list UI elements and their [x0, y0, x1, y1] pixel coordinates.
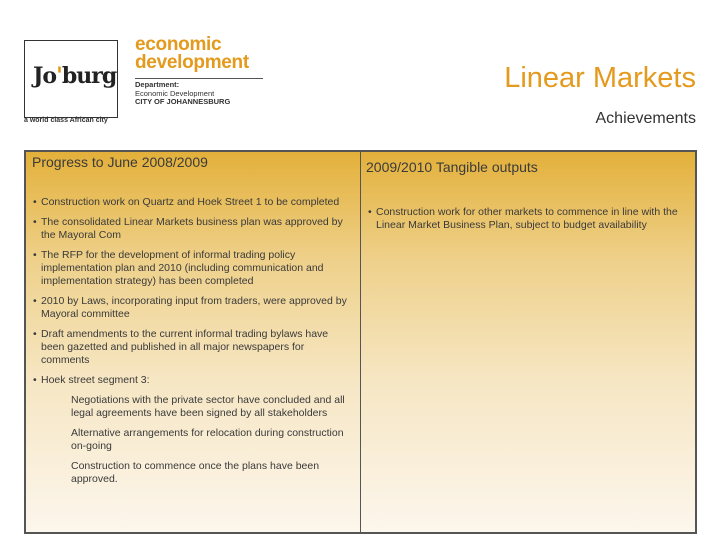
department-city: CITY OF JOHANNESBURG: [135, 97, 231, 106]
bullet-icon: •: [368, 206, 372, 218]
bullet-icon: •: [33, 196, 37, 208]
bullet-icon: •: [33, 328, 37, 340]
department-name: Economic Development: [135, 88, 215, 98]
department-label-block: [135, 81, 230, 107]
joburg-logo-text: Jo'burg: [33, 63, 117, 89]
logo-tagline: a world class African city: [24, 117, 108, 124]
page-title: Linear Markets: [504, 62, 696, 94]
progress-panel: [24, 150, 362, 534]
bullet-icon: •: [33, 295, 37, 307]
sub-list-item: Negotiations with the private sector have concluded and all legal agreements have been signed by all stakeholders: [71, 394, 345, 419]
sub-list-item: Alternative arrangements for relocation during construction on-going: [71, 427, 344, 452]
list-item: • Construction work for other markets to commence in line with the Linear Market Business Plan, subject to budget availability: [368, 206, 678, 231]
bullet-icon: •: [33, 249, 37, 261]
bullet-icon: •: [33, 216, 37, 228]
economic-development-logo: [135, 36, 249, 72]
list-item: • Construction work on Quartz and Hoek Street 1 to be completed: [33, 196, 340, 208]
outputs-list: [368, 206, 685, 239]
outputs-panel: [360, 150, 697, 534]
bullet-icon: •: [33, 374, 37, 386]
list-item: • Hoek street segment 3: Negotiations with the private sector have concluded and all legal agreements have been signed by all stakeholders Alternative arrangements for relocation during construction on-going Construction to commence once the plans have been approved.: [33, 374, 350, 486]
econ-line-2: development: [135, 52, 249, 73]
progress-list: [33, 196, 350, 493]
department-label: Department:: [135, 80, 180, 89]
sub-list-item: Construction to commence once the plans have been approved.: [71, 460, 320, 485]
list-item: • The RFP for the development of informal trading policy implementation plan and 2010 (including communication and implementation strategy) has been completed: [33, 249, 324, 287]
progress-panel-heading: Progress to June 2008/2009: [32, 154, 208, 170]
econ-line-1: economic: [135, 34, 222, 55]
list-item: • The consolidated Linear Markets business plan was approved by the Mayoral Com: [33, 216, 343, 241]
list-item: • 2010 by Laws, incorporating input from traders, were approved by Mayoral committee: [33, 295, 347, 320]
logo-divider: [135, 78, 263, 79]
list-item: • Draft amendments to the current informal trading bylaws have been gazetted and published in all major newspapers for comments: [33, 328, 329, 366]
page-subtitle: Achievements: [595, 110, 696, 127]
outputs-panel-heading: 2009/2010 Tangible outputs: [366, 159, 538, 175]
joburg-logo: [24, 40, 118, 118]
